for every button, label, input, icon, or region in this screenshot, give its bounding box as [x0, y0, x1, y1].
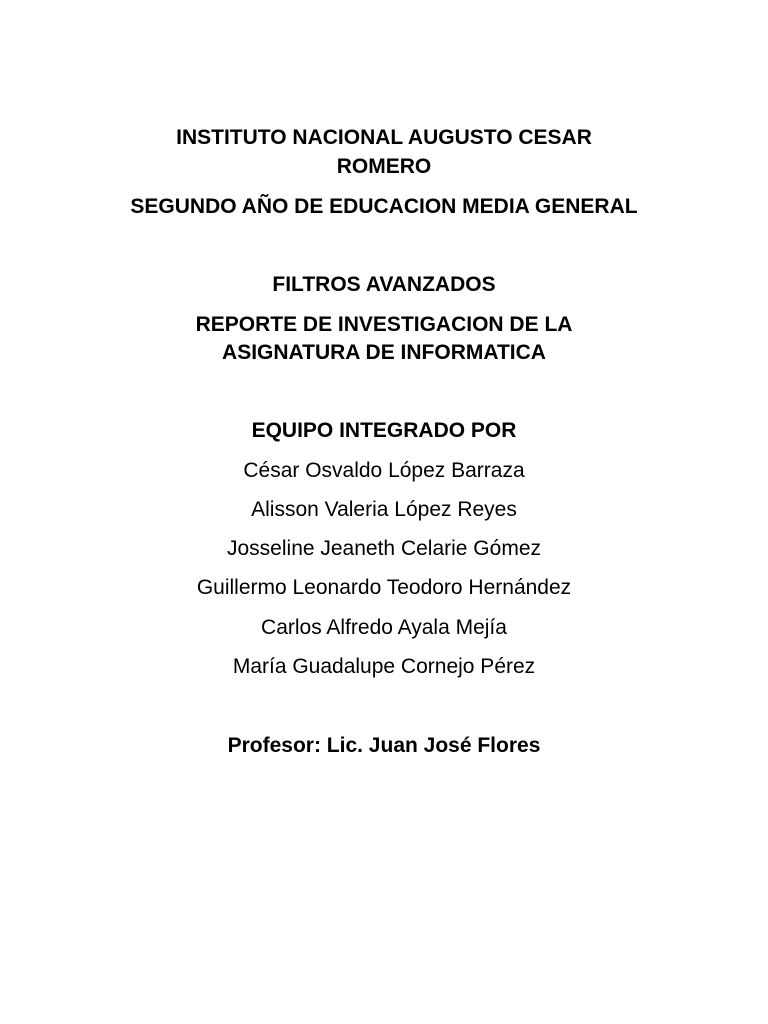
team-heading: EQUIPO INTEGRADO POR [251, 419, 517, 442]
team-member: Alisson Valeria López Reyes [251, 498, 517, 521]
topic-title: FILTROS AVANZADOS [272, 273, 496, 296]
team-member: César Osvaldo López Barraza [243, 459, 525, 482]
institution-name-line-1: INSTITUTO NACIONAL AUGUSTO CESAR [176, 126, 592, 149]
professor-name: Profesor: Lic. Juan José Flores [227, 734, 541, 757]
team-member: Carlos Alfredo Ayala Mejía [261, 616, 507, 639]
team-member: Guillermo Leonardo Teodoro Hernández [196, 576, 572, 599]
report-title-line-1: REPORTE DE INVESTIGACION DE LA [195, 313, 573, 336]
team-member: María Guadalupe Cornejo Pérez [232, 655, 536, 678]
report-title-line-2: ASIGNATURA DE INFORMATICA [222, 341, 546, 364]
team-member: Josseline Jeaneth Celarie Gómez [227, 537, 541, 560]
institution-name-line-2: ROMERO [336, 155, 432, 178]
grade-level: SEGUNDO AÑO DE EDUCACION MEDIA GENERAL [130, 195, 638, 218]
